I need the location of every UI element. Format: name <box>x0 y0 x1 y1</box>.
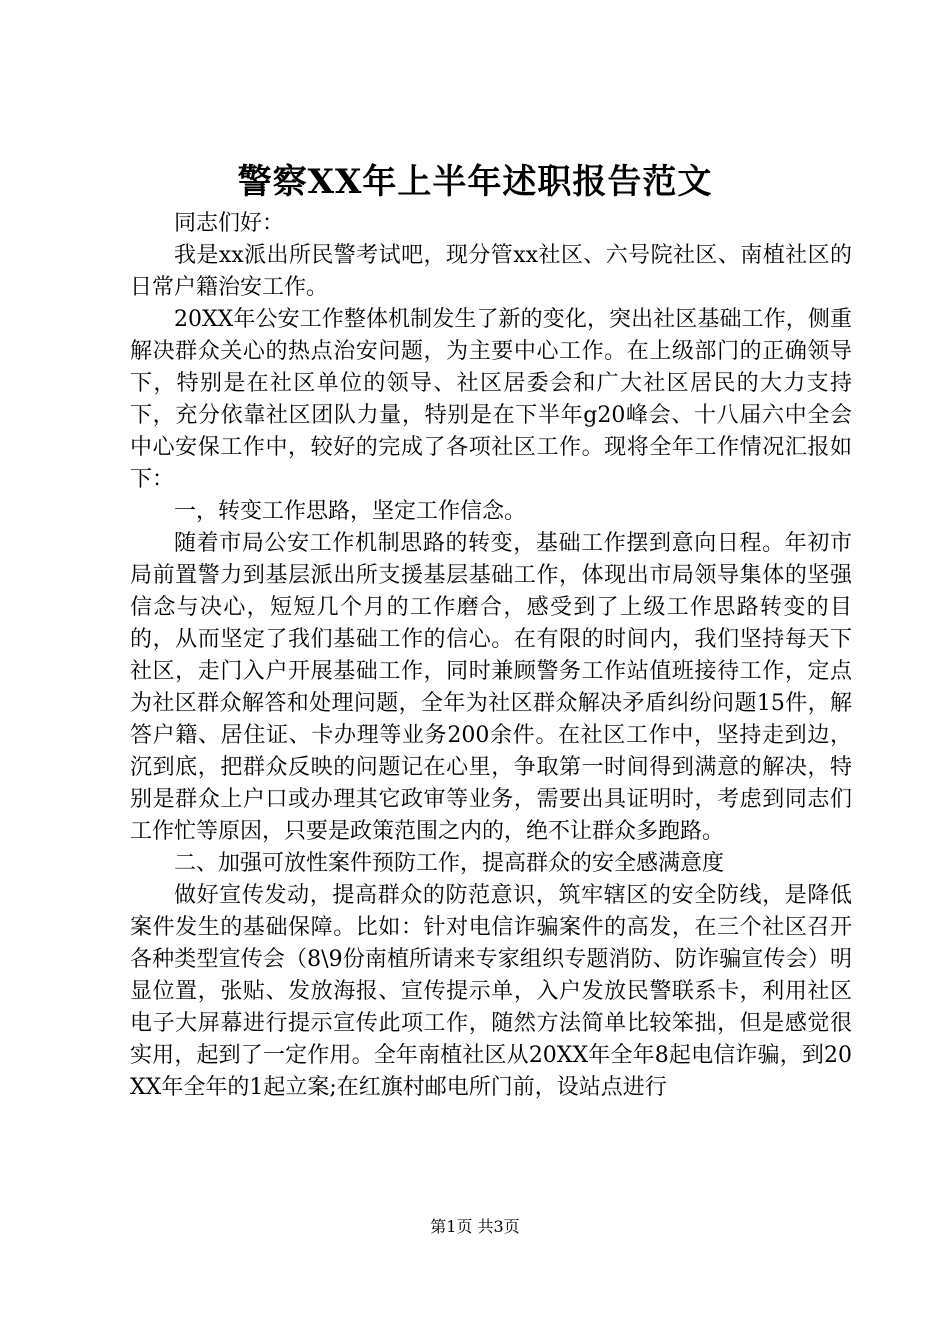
section-heading-2: 二、加强可放性案件预防工作，提高群众的安全感满意度 <box>174 851 725 876</box>
section-heading-1: 一，转变工作思路，坚定工作信念。 <box>174 499 527 524</box>
document-title: 警察XX年上半年述职报告范文 <box>237 162 713 202</box>
document-body <box>130 208 852 1104</box>
section-2-paragraph: 做好宣传发动，提高群众的防范意识，筑牢辖区的安全防线，是降低案件发生的基础保障。比如：针对电信诈骗案件的高发，在三个社区召开各种类型宣传会（8\9份南植所请来专家组织专题消防、防诈骗宣传会）明显位置，张贴、发放海报、宣传提示单，入户发放民警联系卡，利用社区电子大屏幕进行提示宣传此项工作，随然方法简单比较笨拙，但是感觉很实用，起到了一定作用。全年南植社区从20XX年全年8起电信诈骗，到20XX年全年的1起立案;在红旗村邮电所门前，设站点进行 <box>130 883 852 1100</box>
overview-paragraph: 20XX年公安工作整体机制发生了新的变化，突出社区基础工作，侧重解决群众关心的热点治安问题，为主要中心工作。在上级部门的正确领导下，特别是在社区单位的领导、社区居委会和广大社区居民的大力支持下，充分依靠社区团队力量，特别是在下半年g20峰会、十八届六中全会中心安保工作中，较好的完成了各项社区工作。现将全年工作情况汇报如下： <box>130 307 852 492</box>
section-1-paragraph: 随着市局公安工作机制思路的转变，基础工作摆到意向日程。年初市局前置警力到基层派出所支援基层基础工作，体现出市局领导集体的坚强信念与决心，短短几个月的工作磨合，感受到了上级工作思路转变的目的，从而坚定了我们基础工作的信心。在有限的时间内，我们坚持每天下社区，走门入户开展基础工作，同时兼顾警务工作站值班接待工作，定点为社区群众解答和处理问题，全年为社区群众解决矛盾纠纷问题15件，解答户籍、居住证、卡办理等业务200余件。在社区工作中，坚持走到边，沉到底，把群众反映的问题记在心里，争取第一时间得到满意的解决，特别是群众上户口或办理其它政审等业务，需要出具证明时，考虑到同志们工作忙等原因，只要是政策范围之内的，绝不让群众多跑路。 <box>130 531 852 844</box>
greeting-paragraph: 同志们好： <box>174 211 285 236</box>
intro-paragraph: 我是xx派出所民警考试吧，现分管xx社区、六号院社区、南植社区的日常户籍治安工作。 <box>130 243 852 300</box>
page-footer: 第1页 共3页 <box>430 1217 520 1236</box>
